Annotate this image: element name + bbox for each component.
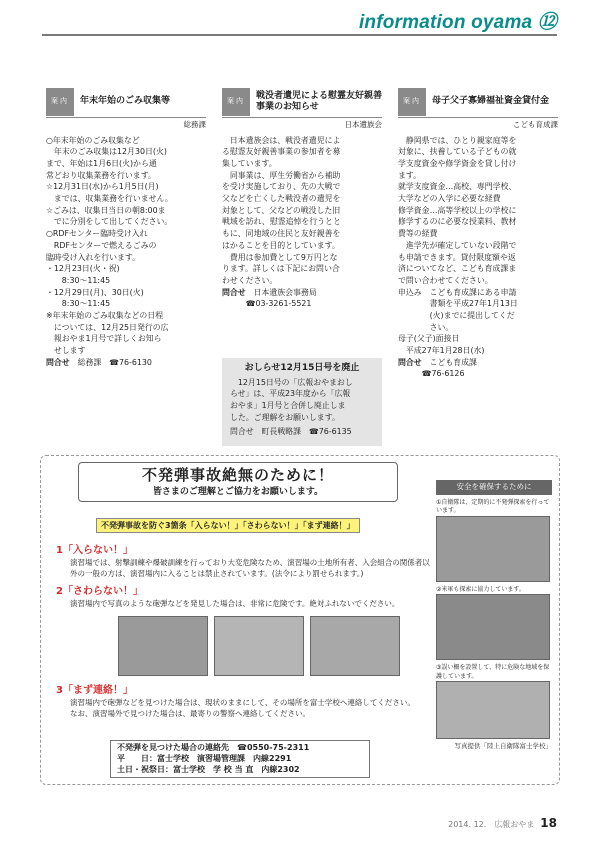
article-tag: 案内 xyxy=(46,88,74,116)
article-memorial xyxy=(222,88,382,310)
safety-photo-3 xyxy=(436,681,550,739)
contact-label: 問合せ xyxy=(222,287,246,297)
rule-1-title: 1「入らない！」 xyxy=(56,545,133,556)
rule-1-body: 演習場では、射撃訓練や爆破訓練を行っており大変危険なため、演習場の土地所有者、入会組合の関係者以外の一般の方は、演習場内に入ることは禁止されています。(法令により罰せられます。) xyxy=(70,558,430,578)
photo-credit: 写真提供「陸上自衛隊富士学校」 xyxy=(454,742,552,751)
article-tag: 案内 xyxy=(222,88,250,116)
safety-photo-1 xyxy=(436,516,550,582)
article-welfare-fund xyxy=(398,88,558,380)
contact-text: 総務課 ☎76-6130 xyxy=(77,357,152,367)
ordnance-lead: 不発弾事故を防ぐ3箇条「入らない！」「さわらない！」「まず連絡！」 xyxy=(96,518,360,533)
article-tag: 案内 xyxy=(398,88,426,116)
article-title: 年末年始のごみ収集等 xyxy=(80,96,171,107)
rule-2-body: 演習場内で写真のような砲弾などを発見した場合は、非常に危険です。絶対ふれないでください。 xyxy=(70,599,400,609)
shell-photo-2 xyxy=(214,616,304,676)
issue-label: 2014. 12. 広報おやま xyxy=(448,820,535,829)
notice-contact: 問合せ 町長戦略課 ☎76-6135 xyxy=(230,426,352,436)
article-title: 母子父子寡婦福祉資金貸付金 xyxy=(432,96,550,107)
ordnance-title: 不発弾事故絶無のために！ xyxy=(141,466,334,484)
article-dept: 日本遺族会 xyxy=(344,120,382,129)
notice-box xyxy=(222,358,382,446)
article-body: 日本遺族会は、戦没者遺児によ る慰霊友好親善事業の参加者を募 集しています。 同事業は、厚生労働省から補助 を受け実施しており、先の大戦で 父などを亡くした戦没者の遺児を 対象として、父などの戦没した旧 戦域を訪れ、慰霊追悼を行うとと もに、同地域の住民と友好親善を はかることを目的としています。 費用は参加費として9万円とな ります。詳しくは下記にお問い合 わせください。 xyxy=(222,135,341,285)
safety-caption-3: ③誤い柵を設置して、特に危険な地域を保護しています。 xyxy=(436,664,550,680)
page-title: information oyama ⑫ xyxy=(358,12,557,33)
notice-body: 12月15日号の「広報おやまおし らせ」は、平成23年度から「広報 おやま」1月号と合併し廃止しま した。ご理解をお願いします。 xyxy=(230,377,353,422)
ordnance-banner xyxy=(78,462,398,502)
article-body: ○年末年始のごみ収集など 年末のごみ収集は12月30日(火) まで、年始は1月6日(火)から通 常どおり収集業務を行います。 ☆12月31日(水)から1月5日(月) までは、収集業務を行いません。 ☆ごみは、収集日当日の朝8:00ま でに分別をして出してください。 ○RDFセンター臨時受け入れ RDFセンターで燃えるごみの 臨時受け入れを行います。 ・12月23日(火・祝) 8:30～11:45 ・12月29日(月)、30日(火) 8:30～11:45 ※年末年始のごみ収集などの日程 については、12月25日発行の広 報おやま1月号で詳しくお知ら せします xyxy=(46,135,173,356)
rule-3-body: 演習場内で砲弾などを見つけた場合は、現状のままにして、その場所を富士学校へ連絡してください。 なお、演習場外で見つけた場合は、最寄りの警察へ連絡してください。 xyxy=(70,698,415,718)
safety-heading: 安全を確保するために xyxy=(436,480,552,495)
contact-label: 問合せ xyxy=(46,357,70,367)
article-garbage xyxy=(46,88,206,368)
rule-3-title: 3「まず連絡！」 xyxy=(56,685,133,696)
contact-text: 日本遺族会事務局 ☎03-3261-5521 xyxy=(245,287,317,309)
contact-label: 問合せ xyxy=(398,357,422,367)
article-dept: 総務課 xyxy=(183,120,206,129)
safety-caption-1: ①自衛隊は、定期的に不発弾探索を行っています。 xyxy=(436,498,550,515)
shell-photo-3 xyxy=(310,616,400,676)
rule-2-title: 2「さわらない！」 xyxy=(56,586,143,598)
contact-weekend: 土日・祝祭日：富士学校 学 校 当 直 内線2302 xyxy=(117,764,300,774)
contact-title: 不発弾を見つけた場合の連絡先 ☎0550-75-2311 xyxy=(117,743,310,752)
ordnance-contact-box xyxy=(110,740,370,778)
article-dept: こども育成課 xyxy=(513,120,558,129)
page-footer xyxy=(448,815,557,832)
contact-weekday: 平 日：富士学校 演習場管理課 内線2291 xyxy=(117,753,292,763)
contact-text: こども育成課 ☎76-6126 xyxy=(421,357,477,379)
ordnance-subtitle: 皆さまのご理解とご協力をお願いします。 xyxy=(152,487,324,498)
header-rule xyxy=(42,34,557,36)
article-body: 静岡県では、ひとり親家庭等を 対象に、扶養している子どもの就 学支度資金や修学資金を貸し付け ます。 就学支度資金…高校、専門学校、 大学などの入学に必要な経費 修学資金…高等学校以上の学校に 修学するのに必要な授業料、教材 費等の経費 進学先が確定していない段階で も申請できます。貸付限度額や返 済についてなど、こども育成課ま で問い合わせてください。 申込み こども育成課にある申請 書類を平成27年1月13日 (火)までに提出してくだ さい。 母子(父子)面接日 平成27年1月28日(水) xyxy=(398,135,518,356)
shell-photo-1 xyxy=(118,616,208,676)
safety-caption-2: ②米軍も探索に協力しています。 xyxy=(436,585,525,593)
safety-photo-2 xyxy=(436,594,550,660)
article-title: 戦没者遺児による慰霊友好親善事業のお知らせ xyxy=(256,91,383,112)
notice-title: おしらせ12月15日号を廃止 xyxy=(244,363,360,373)
page-number: 18 xyxy=(540,816,557,830)
